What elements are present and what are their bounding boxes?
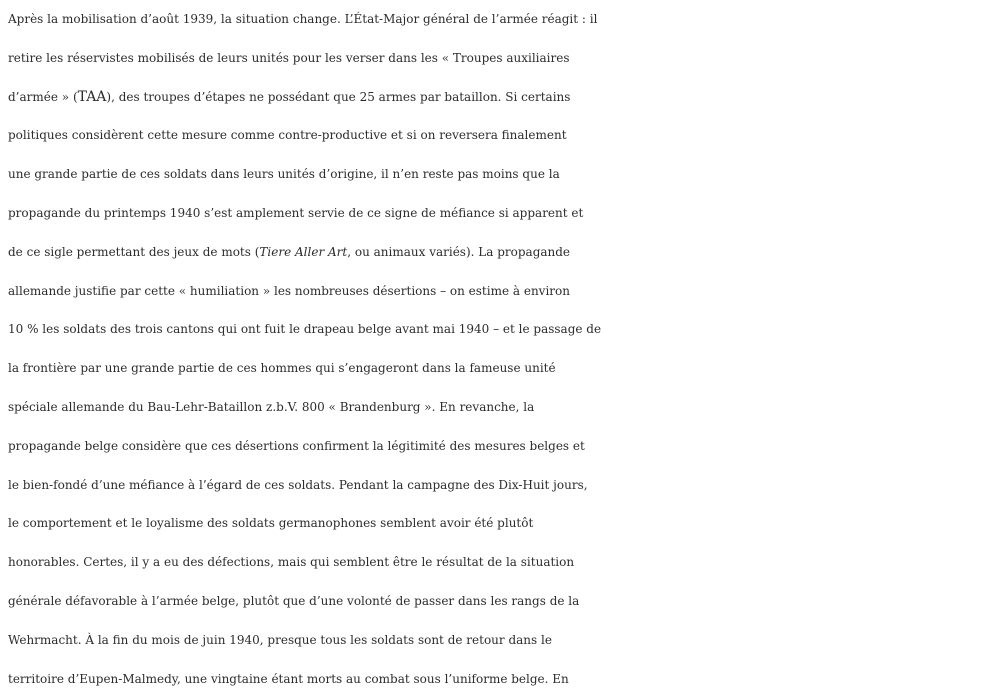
text-line: propagande belge considère que ces désertions confirment la légitimité des mesures belges et (8, 438, 585, 453)
text-line: la frontière par une grande partie de ces hommes qui s’engageront dans la fameuse unité (8, 361, 556, 376)
italic-phrase: Tiere Aller Art (259, 244, 348, 259)
text-segment: d’armée » ( (8, 89, 78, 104)
text-line: le bien-fondé d’une méfiance à l’égard de ces soldats. Pendant la campagne des Dix-Huit jours, (8, 477, 588, 492)
text-line: Après la mobilisation d’août 1939, la situation change. L’État-Major général de l’armée réagit : il (8, 12, 598, 26)
text-line: 10 % les soldats des trois cantons qui ont fuit le drapeau belge avant mai 1940 – et le passage de (8, 322, 602, 337)
text-line: propagande du printemps 1940 s’est amplement servie de ce signe de méfiance si apparent et (8, 205, 584, 220)
text-line: générale défavorable à l’armée belge, plutôt que d’une volonté de passer dans les rangs de la (8, 593, 580, 608)
abbreviation-small-caps: TAA (77, 88, 107, 105)
text-line: le comportement et le loyalisme des soldats germanophones semblent avoir été plutôt (8, 516, 534, 531)
text-segment: , ou animaux variés). La propagande (347, 244, 571, 259)
text-line: spéciale allemande du Bau-Lehr-Bataillon z.b.V. 800 « Brandenburg ». En revanche, la (8, 399, 535, 414)
text-line (8, 78, 985, 117)
text-line: retire les réservistes mobilisés de leurs unités pour les verser dans les « Troupes auxiliaires (8, 50, 570, 65)
text-line: politiques considèrent cette mesure comme contre-productive et si on reversera finalement (8, 128, 567, 143)
text-segment: de ce sigle permettant des jeux de mots ( (8, 244, 260, 259)
text-line: Wehrmacht. À la fin du mois de juin 1940, presque tous les soldats sont de retour dans le (8, 632, 552, 647)
article-paragraph (8, 0, 985, 698)
text-line: allemande justifie par cette « humiliation » les nombreuses désertions – on estime à environ (8, 283, 570, 298)
text-line (8, 233, 985, 272)
text-line: une grande partie de ces soldats dans leurs unités d’origine, il n’en reste pas moins que la (8, 167, 560, 182)
text-segment: ), des troupes d’étapes ne possédant que 25 armes par bataillon. Si certains (106, 89, 571, 104)
text-line: honorables. Certes, il y a eu des défections, mais qui semblent être le résultat de la situation (8, 555, 575, 570)
text-line: territoire d’Eupen-Malmedy, une vingtaine étant morts au combat sous l’uniforme belge. En (8, 671, 569, 686)
